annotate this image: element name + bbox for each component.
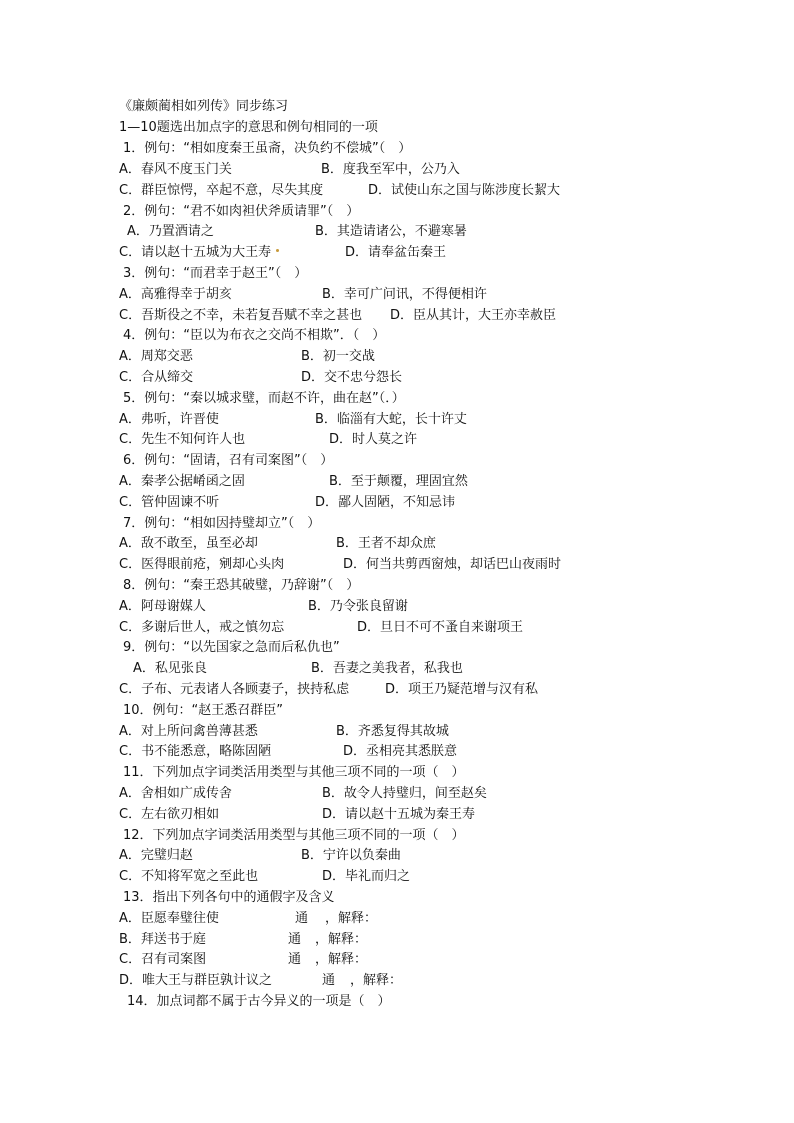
stray-dot-mark	[276, 249, 279, 252]
q2-option-c: C．请以赵十五城为大王寿	[119, 245, 272, 260]
q12-option-a: A．完璧归赵	[119, 848, 193, 863]
q7-stem: 7．例句：“相如因持璧却立”（ ）	[123, 516, 321, 531]
worksheet-title: 《廉颇蔺相如列传》同步练习	[119, 99, 289, 114]
q2-option-d: D．请奉盆缶秦王	[345, 245, 447, 260]
q11-option-a: A．舍相如广成传舍	[119, 786, 232, 801]
q1-option-b: B．度我至军中，公乃入	[321, 162, 460, 177]
q6-stem: 6．例句：“固请，召有司案图”（ ）	[123, 453, 334, 468]
q2-option-b: B．其造请诸公，不避寒暑	[315, 224, 467, 239]
q3-option-c: C．吾斯役之不幸，未若复吾赋不幸之甚也	[119, 308, 363, 323]
q2-option-a: A．乃置酒请之	[127, 224, 214, 239]
q3-option-d: D．臣从其计，大王亦幸赦臣	[390, 308, 557, 323]
q7-option-a: A．敌不敢至，虽至必却	[119, 536, 258, 551]
q5-option-b: B．临淄有大蛇，长十许丈	[315, 412, 467, 427]
q13-item-b-tong: 通	[288, 932, 302, 947]
q1-stem: 1．例句：“相如度秦王虽斋，决负约不偿城”（ ）	[123, 141, 412, 156]
q13-item-c: C．召有司案图	[119, 952, 207, 967]
q3-option-a: A．高雅得幸于胡亥	[119, 287, 232, 302]
q9-option-b: B．吾妻之美我者，私我也	[311, 661, 463, 676]
q11-option-b: B．故令人持璧归，间至赵矣	[322, 786, 487, 801]
q4-option-d: D．交不忠兮怨长	[301, 370, 403, 385]
q2-stem: 2．例句：“君不如肉袒伏斧质请罪”（ ）	[123, 204, 360, 219]
q13-item-c-tong: 通	[288, 952, 302, 967]
q13-stem: 13．指出下列各句中的通假字及含义	[123, 890, 335, 905]
q12-stem: 12．下列加点字词类活用类型与其他三项不同的一项（ ）	[123, 828, 465, 843]
q3-stem: 3．例句：“而君幸于赵王”（ ）	[123, 266, 308, 281]
q11-stem: 11．下列加点字词类活用类型与其他三项不同的一项（ ）	[123, 765, 465, 780]
q10-option-a: A．对上所问禽兽薄甚悉	[119, 724, 258, 739]
q1-option-d: D．试使山东之国与陈涉度长絜大	[368, 183, 561, 198]
q11-option-d: D．请以赵十五城为秦王寿	[322, 807, 476, 822]
q5-option-a: A．弗听，许晋使	[119, 412, 219, 427]
q6-option-a: A．秦孝公据崤函之固	[119, 474, 245, 489]
q4-option-a: A．周郑交恶	[119, 349, 193, 364]
q10-stem: 10．例句：“赵王悉召群臣”	[123, 703, 284, 718]
section-instruction: 1—10题选出加点字的意思和例句相同的一项	[119, 120, 378, 135]
q4-option-b: B．初一交战	[301, 349, 375, 364]
q1-option-a: A．春风不度玉门关	[119, 162, 232, 177]
q13-item-b-jieshi: ，解释：	[315, 932, 368, 947]
q5-stem: 5．例句：“秦以城求璧，而赵不许，曲在赵”（．）	[123, 391, 405, 406]
q13-item-a: A．臣愿奉璧往使	[119, 911, 219, 926]
q6-option-c: C．管仲固谏不听	[119, 495, 220, 510]
q5-option-d: D．时人莫之许	[329, 432, 418, 447]
q12-option-d: D．毕礼而归之	[322, 869, 411, 884]
q9-option-c: C．子布、元表诸人各顾妻子，挟持私虑	[119, 682, 350, 697]
q11-option-c: C．左右欲刃相如	[119, 807, 220, 822]
q8-option-b: B．乃令张良留谢	[308, 599, 408, 614]
q13-item-d-jieshi: ，解释：	[350, 973, 403, 988]
q13-item-c-jieshi: ，解释：	[315, 952, 368, 967]
q13-item-d-tong: 通	[322, 973, 336, 988]
q8-option-d: D．旦日不可不蚤自来谢项王	[357, 620, 524, 635]
q9-option-a: A．私见张良	[133, 661, 207, 676]
q7-option-b: B．王者不却众庶	[336, 536, 436, 551]
q13-item-a-jieshi: ，解释：	[325, 911, 378, 926]
q12-option-c: C．不知将军宽之至此也	[119, 869, 259, 884]
q8-stem: 8．例句：“秦王恐其破璧，乃辞谢”（ ）	[123, 578, 360, 593]
q13-item-d: D．唯大王与群臣孰计议之	[119, 973, 273, 988]
q13-item-b: B．拜送书于庭	[119, 932, 206, 947]
q13-item-a-tong: 通	[295, 911, 309, 926]
q5-option-c: C．先生不知何许人也	[119, 432, 246, 447]
q6-option-b: B．至于颠覆，理固宜然	[329, 474, 468, 489]
q8-option-c: C．多谢后世人，戒之慎勿忘	[119, 620, 285, 635]
q8-option-a: A．阿母谢媒人	[119, 599, 206, 614]
q10-option-d: D．丞相亮其悉朕意	[343, 744, 458, 759]
q9-stem: 9．例句：“以先国家之急而后私仇也”	[123, 640, 340, 655]
q12-option-b: B．宁许以负秦曲	[301, 848, 401, 863]
q7-option-c: C．医得眼前疮，剜却心头肉	[119, 557, 285, 572]
q14-stem: 14．加点词都不属于古今异义的一项是（ ）	[127, 994, 391, 1009]
q4-option-c: C．合从缔交	[119, 370, 194, 385]
q7-option-d: D．何当共剪西窗烛，却话巴山夜雨时	[343, 557, 562, 572]
q10-option-b: B．齐悉复得其故城	[336, 724, 449, 739]
q4-stem: 4．例句：“臣以为布衣之交尚不相欺”．（ ）	[123, 328, 386, 343]
q9-option-d: D．项王乃疑范增与汉有私	[385, 682, 539, 697]
q3-option-b: B．幸可广问讯，不得便相许	[322, 287, 487, 302]
q1-option-c: C．群臣惊愕，卒起不意，尽失其度	[119, 183, 324, 198]
q6-option-d: D．鄙人固陋，不知忌讳	[315, 495, 456, 510]
q10-option-c: C．书不能悉意，略陈固陋	[119, 744, 272, 759]
